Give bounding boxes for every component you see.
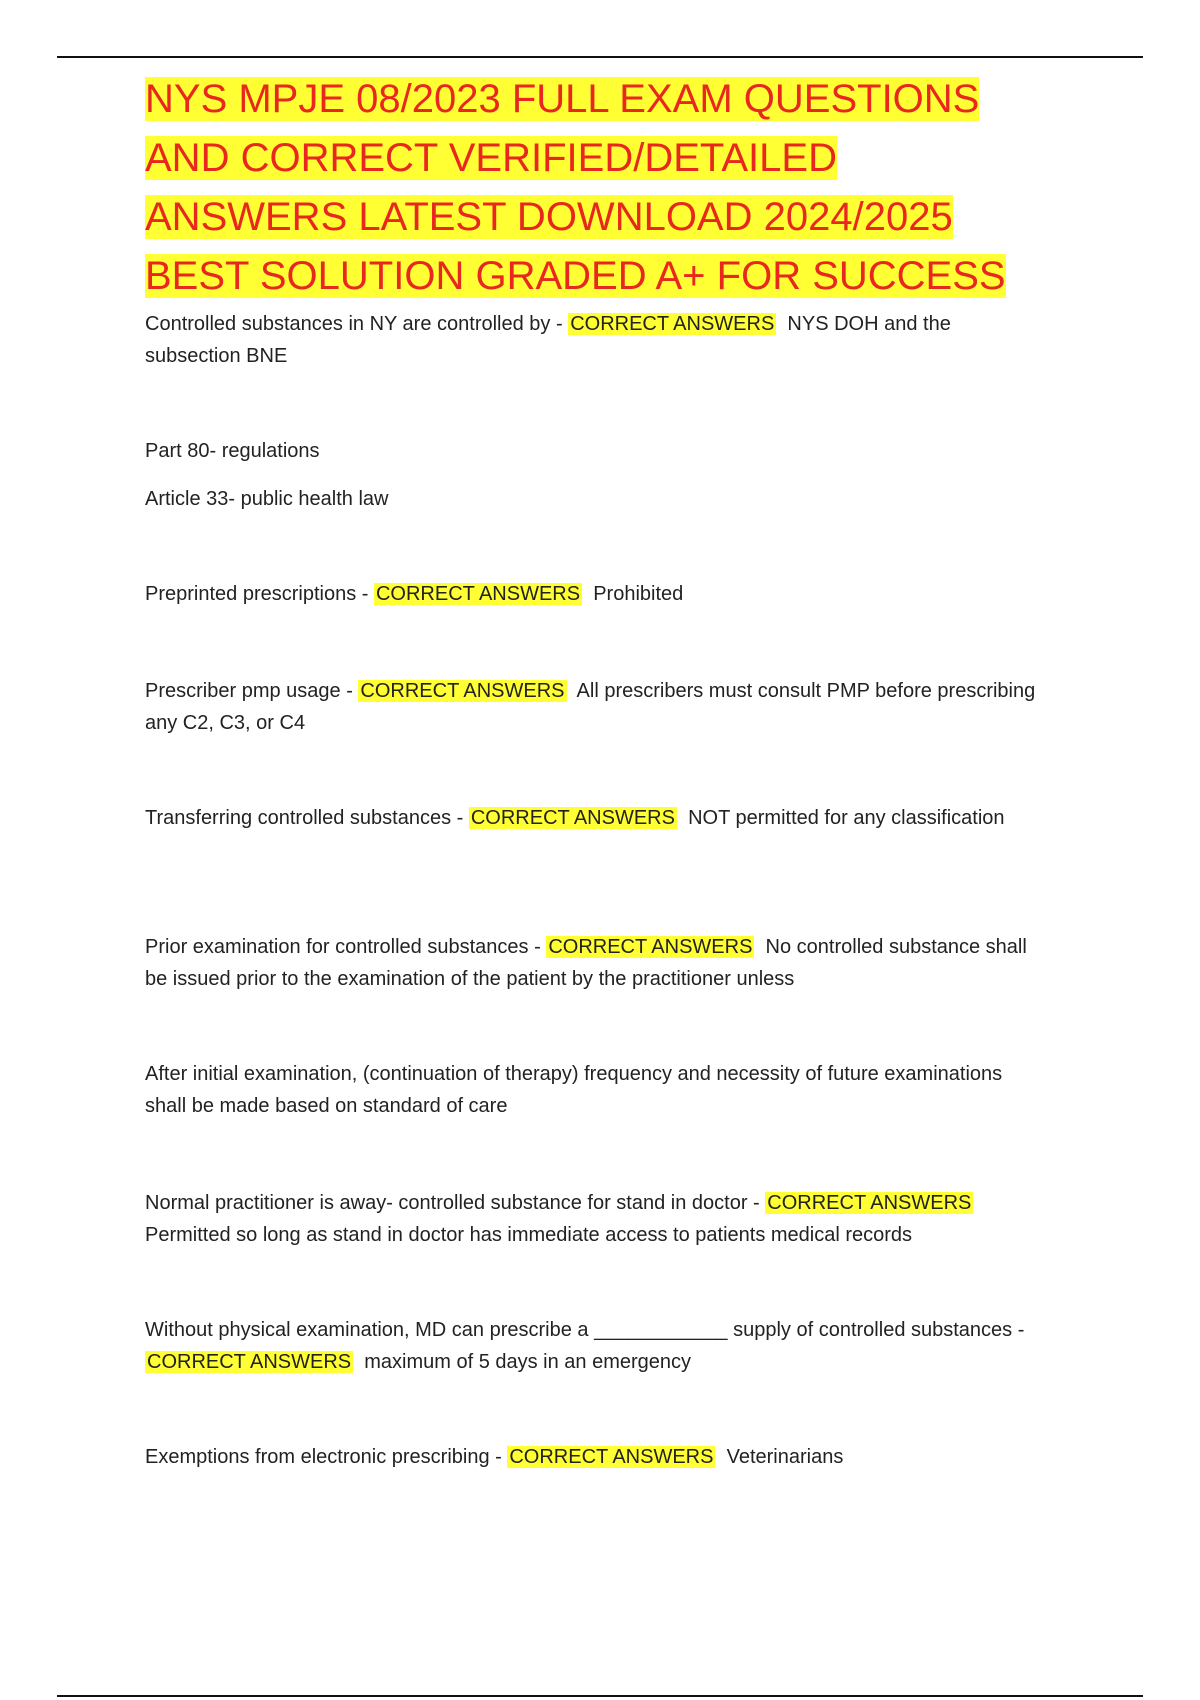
correct-answers-label: CORRECT ANSWERS <box>147 1351 352 1373</box>
bottom-rule <box>57 1695 1143 1697</box>
document-header <box>145 70 1045 306</box>
qa-item <box>145 1441 1045 1473</box>
qa-item <box>145 308 1045 372</box>
question-text: Preprinted prescriptions - <box>145 583 374 605</box>
correct-answers-label: CORRECT ANSWERS <box>767 1192 972 1214</box>
qa-item <box>145 931 1045 995</box>
correct-answers-label: CORRECT ANSWERS <box>375 583 581 605</box>
question-text: Controlled substances in NY are controlled by - <box>145 313 569 335</box>
answer-text: Veterinarians <box>726 1446 844 1468</box>
note-item <box>145 1058 1045 1122</box>
correct-answers-label: CORRECT ANSWERS <box>470 807 675 829</box>
answer-text: All prescribers must consult PMP before prescribing any C2, C3, or C4 <box>145 680 1036 734</box>
qa-item <box>145 578 1045 610</box>
question-text: Exemptions from electronic prescribing - <box>145 1446 508 1468</box>
question-text: Without physical examination, MD can prescribe a ____________ supply of controlled substances - <box>145 1319 1025 1341</box>
note-text: After initial examination, (continuation of therapy) frequency and necessity of future examinations shall be made based on standard of care <box>145 1063 1003 1117</box>
document-title-text: NYS MPJE 08/2023 FULL EXAM QUESTIONS AND CORRECT VERIFIED/DETAILED ANSWERS LATEST DOWNLOAD 2024/2025 BEST SOLUTION GRADED A+ FOR SUCCESS <box>145 77 1006 298</box>
question-text: Prescriber pmp usage - <box>145 680 359 702</box>
correct-answers-label: CORRECT ANSWERS <box>570 313 775 335</box>
answer-text: NOT permitted for any classification <box>688 807 1005 829</box>
top-rule <box>57 56 1143 58</box>
answer-text: Permitted so long as stand in doctor has immediate access to patients medical records <box>145 1224 913 1246</box>
question-text: Prior examination for controlled substances - <box>145 936 547 958</box>
qa-item <box>145 1314 1045 1378</box>
note-item <box>145 483 1045 515</box>
correct-answers-label: CORRECT ANSWERS <box>360 680 565 702</box>
question-text: Normal practitioner is away- controlled substance for stand in doctor - <box>145 1192 766 1214</box>
document-title <box>145 70 1045 306</box>
question-text: Transferring controlled substances - <box>145 807 469 829</box>
answer-text: NYS DOH and the subsection BNE <box>145 313 951 367</box>
qa-item <box>145 675 1045 739</box>
note-text: Part 80- regulations <box>145 440 320 462</box>
answer-text: No controlled substance shall be issued prior to the examination of the patient by the practitioner unless <box>145 936 1027 990</box>
note-item <box>145 435 1045 467</box>
note-text: Article 33- public health law <box>145 488 389 510</box>
correct-answers-label: CORRECT ANSWERS <box>509 1446 714 1468</box>
qa-item <box>145 1187 1045 1251</box>
qa-item <box>145 802 1045 834</box>
answer-text: Prohibited <box>593 583 684 605</box>
correct-answers-label: CORRECT ANSWERS <box>548 936 753 958</box>
answer-text: maximum of 5 days in an emergency <box>364 1351 692 1373</box>
